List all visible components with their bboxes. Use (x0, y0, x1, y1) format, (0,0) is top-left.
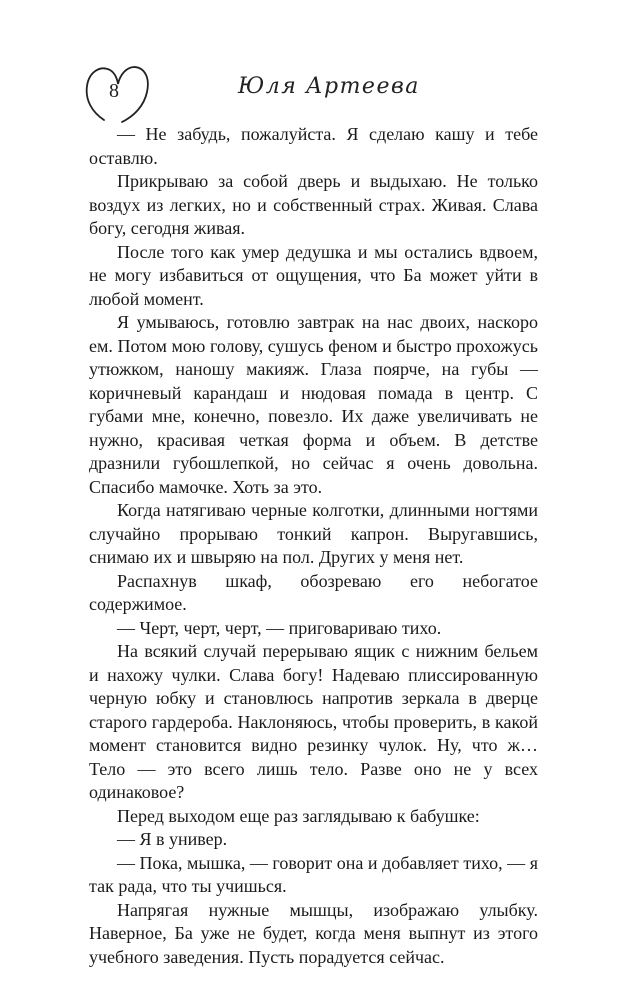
running-header-author: Юля Артеева (238, 74, 420, 99)
paragraph: — Черт, черт, черт, — приговариваю тихо. (117, 617, 442, 638)
page-number: 8 (109, 80, 119, 102)
paragraph: — Не забудь, пожалуйста. Я сделаю кашу и тебе оставлю. (89, 124, 538, 168)
paragraph: Напрягая нужные мышцы, изображаю улыбку. Наверное, Ба уже не будет, когда меня выпнут из этого учебного заведения. Пусть порадуется сейчас. (89, 899, 538, 967)
paragraph: Я умываюсь, готовлю завтрак на нас двоих, наскоро ем. Потом мою голову, сушусь феном и быстро прохожусь утюжком, наношу макияж. Глаза поярче, на губы — коричневый карандаш и нюдовая помада в центр. С губами мне, конечно, повезло. Их даже увеличивать не нужно, красивая четкая форма и объем. В детстве дразнили губошлепкой, но сейчас я очень довольна. Спасибо мамочке. Хоть за это. (89, 312, 538, 497)
paragraph: Когда натягиваю черные колготки, длинными ногтями случайно прорываю тонкий капрон. Выругавшись, снимаю их и швыряю на пол. Других у меня нет. (89, 500, 538, 567)
page-header (0, 0, 619, 120)
paragraph: Перед выходом еще раз заглядываю к бабушке: (117, 805, 480, 826)
paragraph: — Я в универ. (117, 829, 228, 849)
body-text (89, 123, 538, 969)
paragraph: После того как умер дедушка и мы остались вдвоем, не могу избавиться от ощущения, что Ба может уйти в любой момент. (89, 241, 538, 309)
paragraph: Распахнув шкаф, обозреваю его небогатое содержимое. (89, 570, 538, 614)
paragraph: — Пока, мышка, — говорит она и добавляет тихо, — я так рада, что ты учишься. (89, 852, 538, 896)
paragraph: На всякий случай перерываю ящик с нижним бельем и нахожу чулки. Слава богу! Надеваю плиссированную черную юбку и становлюсь напротив зеркала в дверце старого гардероба. Наклоняюсь, чтобы проверить, в какой момент становится видно резинку чулок. Ну, что ж… Тело — это всего лишь тело. Разве оно не у всех одинаковое? (89, 641, 538, 802)
paragraph: Прикрываю за собой дверь и выдыхаю. Не только воздух из легких, но и собственный страх. Живая. Слава богу, сегодня живая. (89, 171, 538, 238)
